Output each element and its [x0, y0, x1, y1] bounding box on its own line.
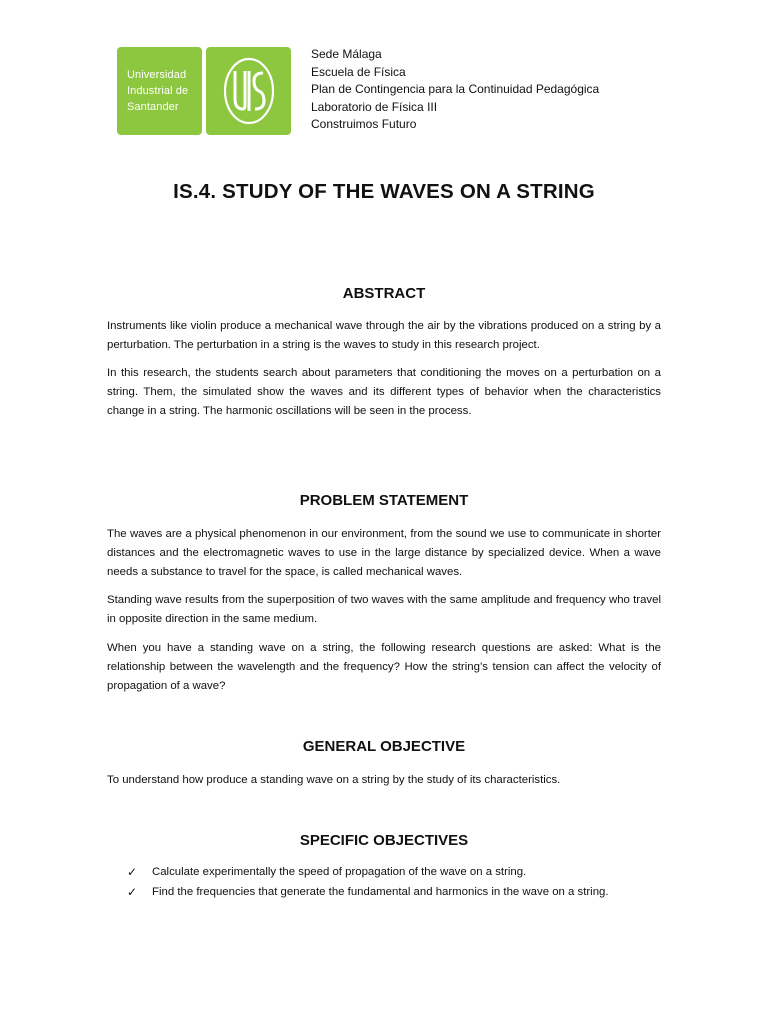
logo-text-line3: Santander: [127, 101, 179, 113]
header-line-school: Escuela de Física: [311, 64, 406, 79]
problem-paragraph-2: Standing wave results from the superposition of two waves with the same amplitude and frequency who travel in opposite direction in the same medium.: [107, 594, 661, 625]
general-objective-paragraph: To understand how produce a standing wave on a string by the study of its characteristics.: [107, 774, 561, 786]
checkmark-icon: ✓: [127, 885, 138, 899]
uis-logo: [117, 47, 291, 135]
problem-statement-heading: PROBLEM STATEMENT: [299, 492, 469, 509]
header-line-lab: Laboratorio de Física III: [311, 99, 438, 114]
logo-seal-panel: [206, 47, 291, 135]
document-title: IS.4. STUDY OF THE WAVES ON A STRING: [173, 180, 595, 203]
header-line-motto: Construimos Futuro: [311, 117, 417, 131]
logo-text-line1: Universidad: [127, 69, 187, 81]
list-item: [127, 883, 609, 903]
specific-objectives-list: [127, 863, 609, 903]
logo-text-line2: Industrial de: [127, 85, 189, 97]
abstract-heading: ABSTRACT: [342, 285, 426, 302]
logo-wordmark-panel: [117, 47, 202, 135]
problem-paragraph-1: The waves are a physical phenomenon in our environment, from the sound we use to communicate in shorter distances and the electromagnetic waves to use in the large distance by specialized device. When a wave needs a substance to travel for the space, is called mechanical waves.: [107, 528, 661, 578]
logo-wordmark: [127, 67, 188, 115]
institution-info: [311, 46, 599, 134]
uis-seal-icon: [223, 57, 275, 125]
general-objective-heading: GENERAL OBJECTIVE: [302, 738, 466, 755]
header-line-plan: Plan de Contingencia para la Continuidad Pedagógica: [311, 82, 600, 96]
checkmark-icon: ✓: [127, 865, 138, 879]
specific-objectives-heading: SPECIFIC OBJECTIVES: [299, 832, 469, 849]
list-item: [127, 863, 609, 883]
header-line-campus: Sede Málaga: [311, 47, 382, 61]
problem-paragraph-3: When you have a standing wave on a string, the following research questions are asked: What is the relationship between the wavelength and the frequency? How the string’s tension can affect the velocity of propagation of a wave?: [107, 642, 661, 692]
abstract-paragraph-1: Instruments like violin produce a mechanical wave through the air by the vibrations produced on a string by a perturbation. The perturbation in a string is the waves to study in this research project.: [107, 320, 661, 351]
abstract-paragraph-2: In this research, the students search about parameters that conditioning the moves on a perturbation on a string. Them, the simulated show the waves and its different types of behavior when the characteristics change in a string. The harmonic oscillations will be seen in the process.: [107, 367, 661, 417]
objective-text: Calculate experimentally the speed of propagation of the wave on a string.: [152, 866, 527, 878]
objective-text: Find the frequencies that generate the fundamental and harmonics in the wave on a string.: [152, 886, 609, 898]
